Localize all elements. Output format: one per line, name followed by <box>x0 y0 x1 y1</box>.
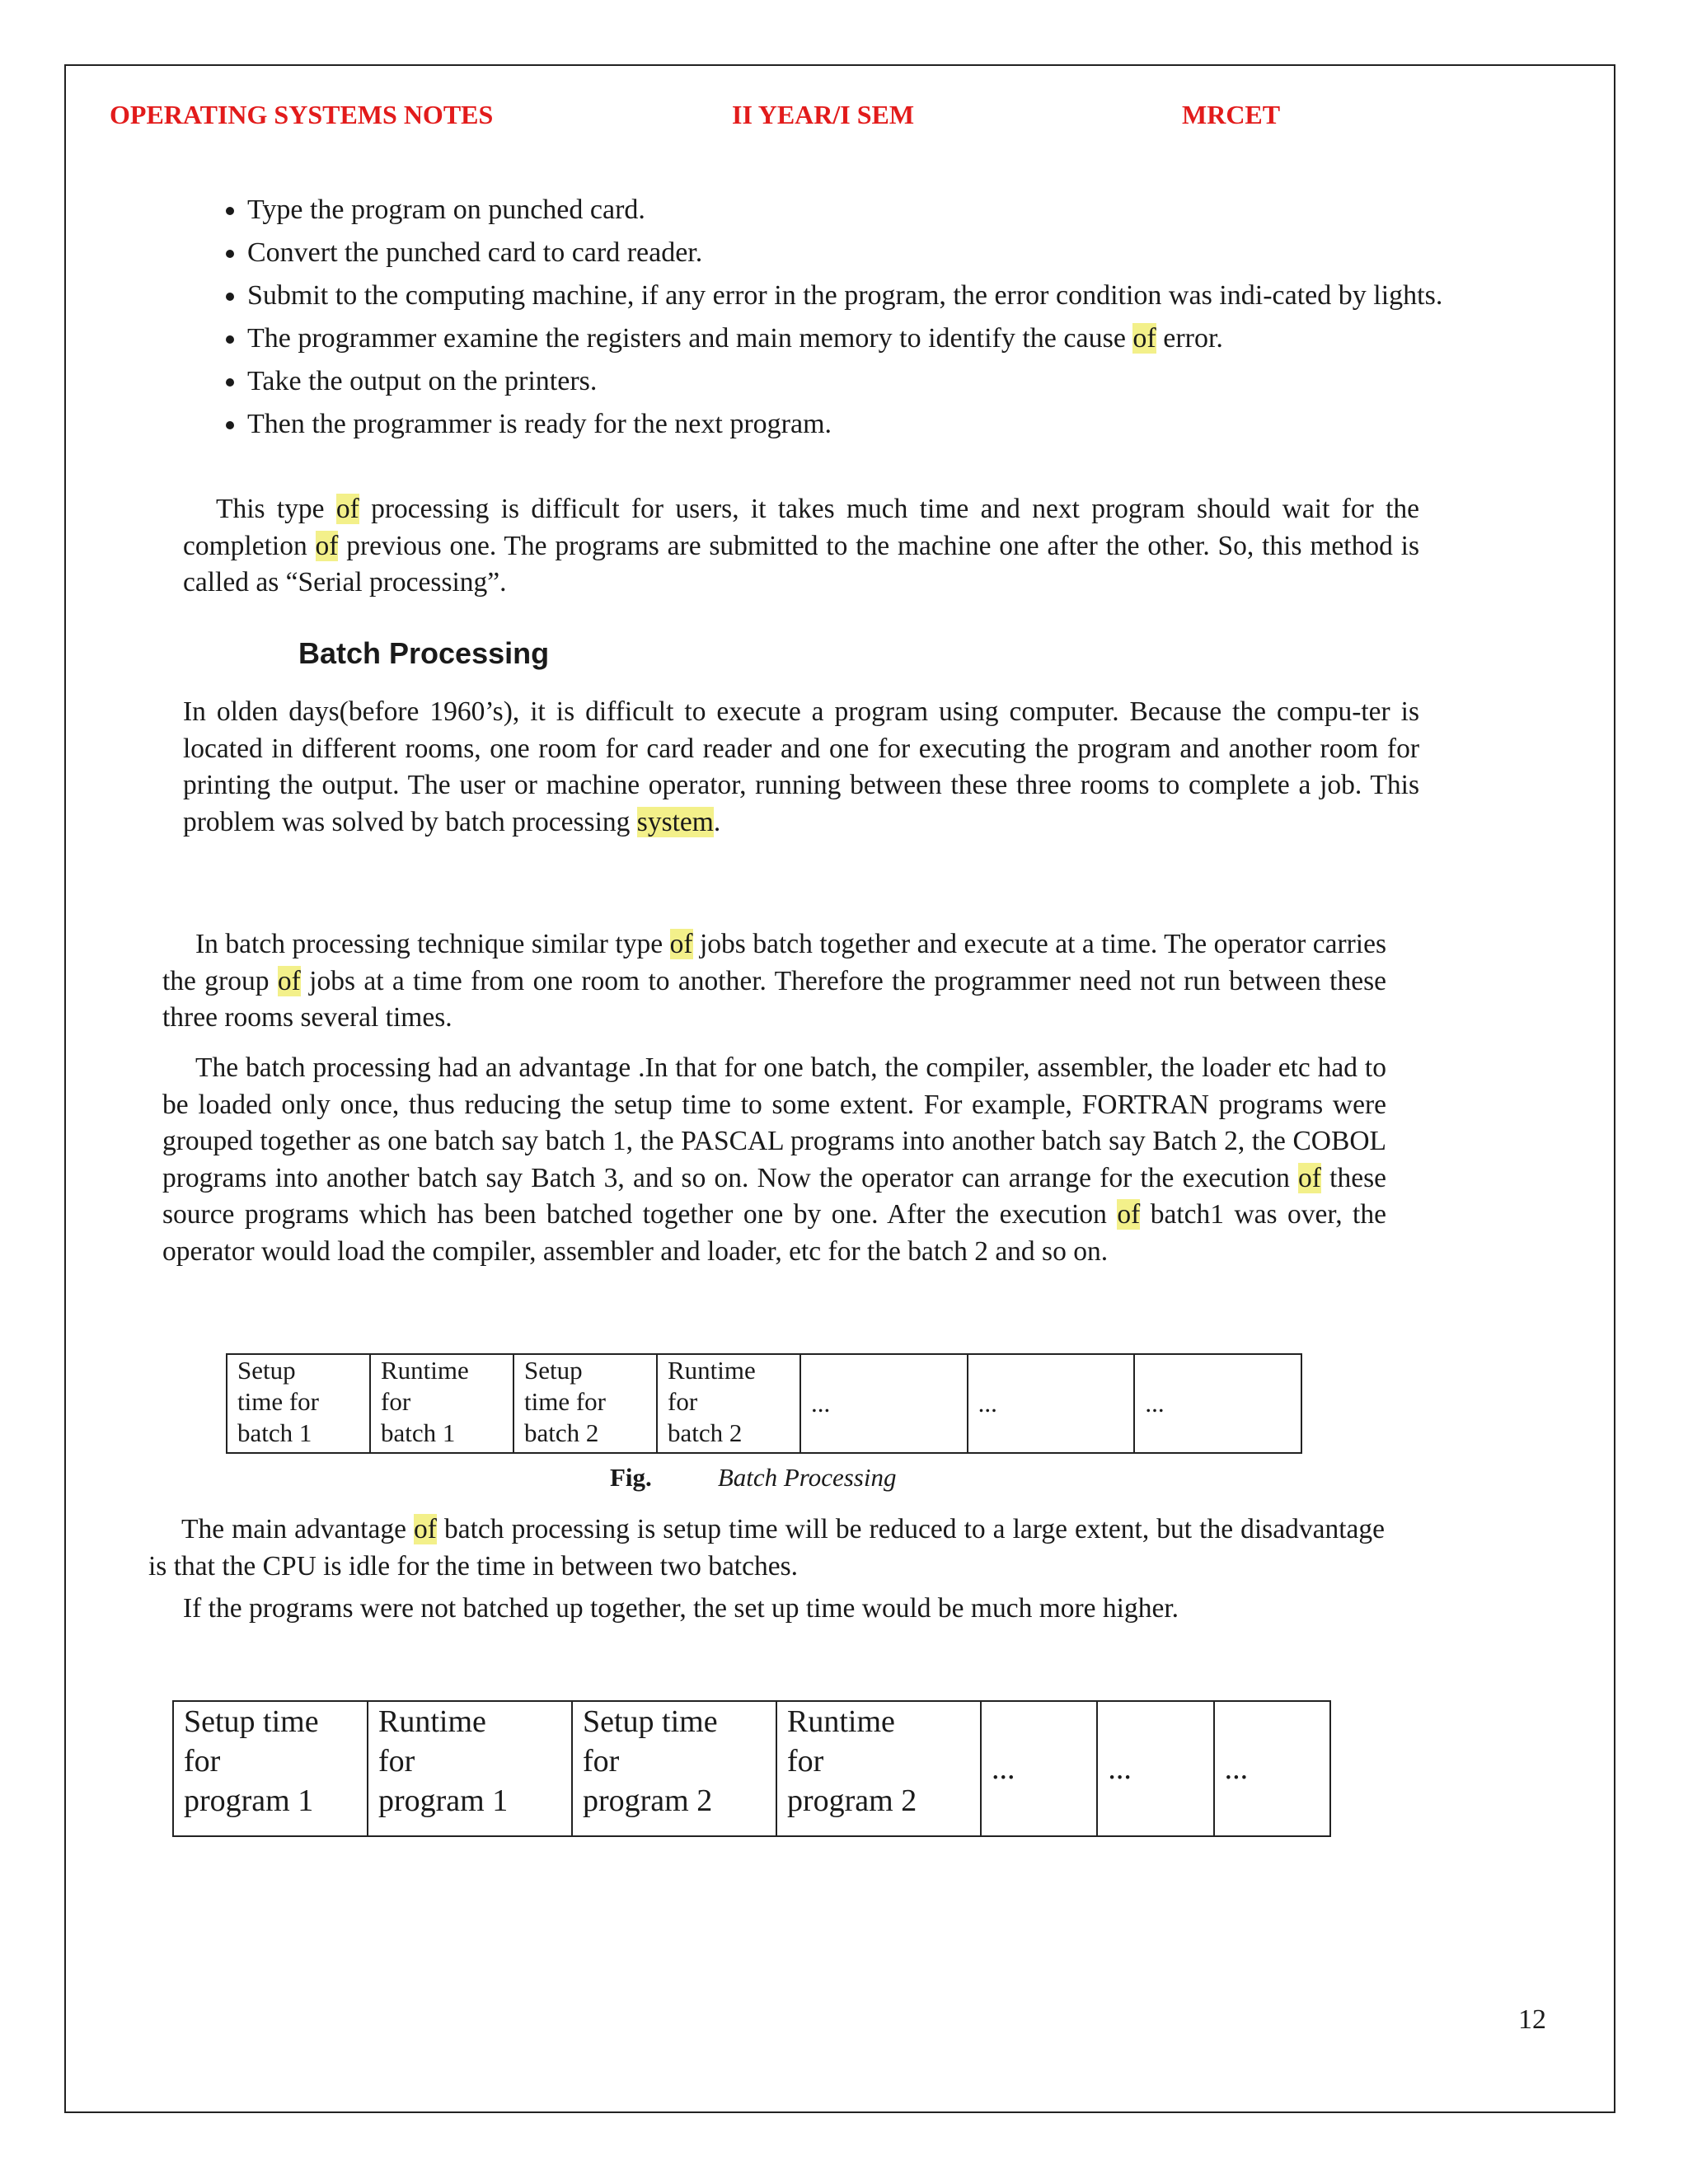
page-number: 12 <box>1518 2004 1546 2035</box>
list-item: • Convert the punched card to card reader. <box>247 234 1508 272</box>
batch-advantage-paragraph: The batch processing had an advantage .In that for one batch, the compiler, assembler, the loader etc had to be loaded only once, thus reducing the setup time to some extent. For example, FORTRAN programs were grouped together as one batch say batch 1, the PASCAL programs into another batch say Batch 2, the COBOL programs into another batch say Batch 3, and so on. Now the operator can arrange for the execution of these source programs which has been batched together one by one. After the execution of batch1 was over, the operator would load the compiler, assembler and loader, etc for the batch 2 and so on. <box>162 1052 1386 1267</box>
table-cell: Setup time for batch 2 <box>513 1354 657 1453</box>
table-cell: ... <box>800 1354 968 1453</box>
bullet-text-a: The programmer examine the registers and main memory to identify the cause <box>247 323 1133 354</box>
batch-processing-table <box>226 1353 1302 1454</box>
figure-caption: Fig. Batch Processing <box>610 1463 897 1492</box>
table-cell: ... <box>1214 1701 1330 1836</box>
header-title: OPERATING SYSTEMS NOTES <box>110 100 494 129</box>
table-cell: Runtime for batch 1 <box>370 1354 513 1453</box>
table-cell: ... <box>968 1354 1135 1453</box>
table-cell: ... <box>981 1701 1097 1836</box>
program-processing-table <box>172 1700 1331 1837</box>
list-item: • Submit to the computing machine, if any error in the program, the error condition was indi-cated by lights. <box>247 277 1508 315</box>
table-cell: Setup time for batch 1 <box>227 1354 370 1453</box>
header-year: II YEAR/I SEM <box>732 100 915 129</box>
highlight: of <box>1132 323 1156 354</box>
setup-time-paragraph: If the programs were not batched up together, the set up time would be much more higher. <box>183 1593 1179 1624</box>
list-item: • Type the program on punched card. <box>247 191 1508 229</box>
main-advantage-paragraph: The main advantage of batch processing is setup time will be reduced to a large extent, but the disadvantage is that the CPU is idle for the time in between two batches. <box>148 1514 1385 1582</box>
serial-processing-steps <box>206 191 1508 448</box>
list-item: • Take the output on the printers. <box>247 363 1508 401</box>
list-item: • The programmer examine the registers and main memory to identify the cause of error. <box>247 320 1508 358</box>
batch-technique-paragraph: In batch processing technique similar type of jobs batch together and execute at a time. The operator carries the group of jobs at a time from one room to another. Therefore the programmer need not run between these three rooms several times. <box>162 929 1387 1033</box>
table-cell: Runtime for program 2 <box>776 1701 981 1836</box>
table-cell: ... <box>1134 1354 1301 1453</box>
table-cell: Runtime for program 1 <box>368 1701 572 1836</box>
table-cell: Setup time for program 1 <box>173 1701 368 1836</box>
batch-intro-paragraph: In olden days(before 1960’s), it is difficult to execute a program using computer. Because the compu-ter is located in different rooms, one room for card reader and one for executing the program and another room for printing the output. The user or machine operator, running between these three rooms to complete a job. This problem was solved by batch processing system. <box>183 696 1419 837</box>
section-heading: Batch Processing <box>298 636 550 670</box>
table-cell: Setup time for program 2 <box>572 1701 776 1836</box>
table-cell: Runtime for batch 2 <box>657 1354 800 1453</box>
list-item: • Then the programmer is ready for the next program. <box>247 405 1508 443</box>
table-cell: ... <box>1097 1701 1213 1836</box>
serial-processing-paragraph: This type of processing is difficult for users, it takes much time and next program should wait for the completion of previous one. The programs are submitted to the machine one after the other. So, this method is called as “Serial processing”. <box>183 494 1420 598</box>
header-college: MRCET <box>1182 100 1281 129</box>
